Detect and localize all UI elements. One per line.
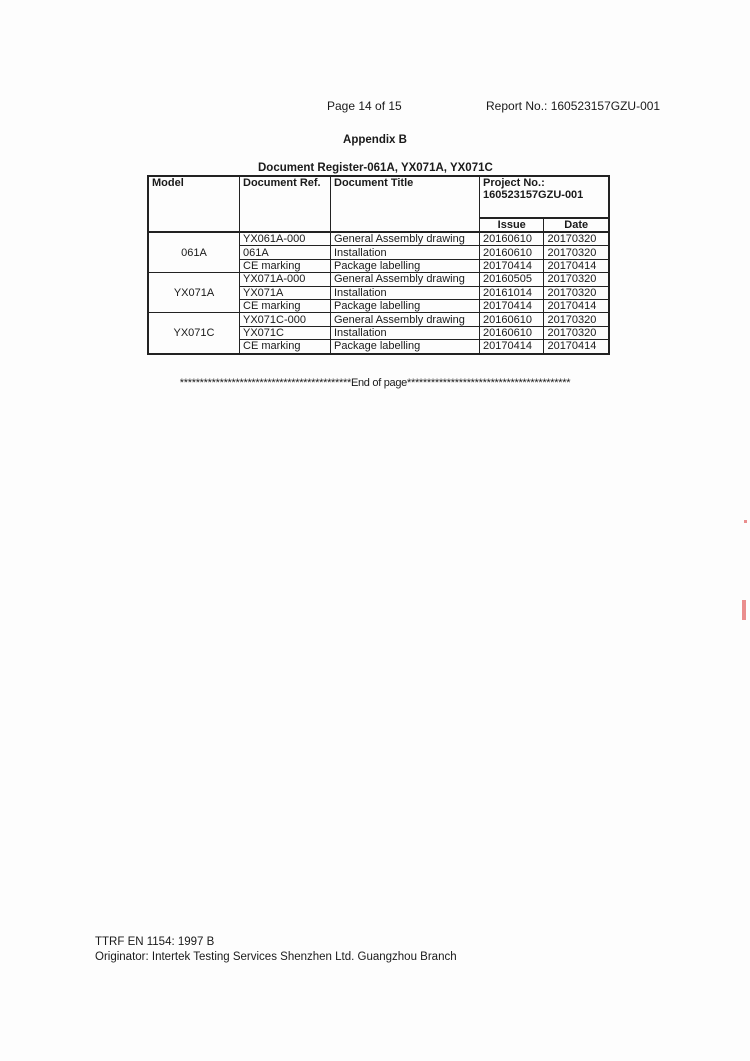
issue-cell: 20160505 xyxy=(480,273,544,286)
header-issue: Issue xyxy=(480,218,544,232)
scan-artifact xyxy=(744,520,747,523)
date-cell: 20170414 xyxy=(544,259,609,272)
header-model: Model xyxy=(148,176,240,232)
appendix-title: Appendix B xyxy=(343,134,407,146)
footer-form-code: TTRF EN 1154: 1997 B xyxy=(95,936,215,948)
doc-title-cell: General Assembly drawing xyxy=(331,273,480,286)
issue-cell: 20160610 xyxy=(480,326,544,339)
end-of-page: *******************************************End of page***************************************** xyxy=(179,377,571,389)
issue-cell: 20170414 xyxy=(480,299,544,312)
table-row xyxy=(148,313,609,326)
doc-title-cell: General Assembly drawing xyxy=(331,232,480,246)
doc-title-cell: General Assembly drawing xyxy=(331,313,480,326)
issue-cell: 20170414 xyxy=(480,340,544,354)
date-cell: 20170320 xyxy=(544,273,609,286)
doc-title-cell: Installation xyxy=(331,246,480,259)
doc-ref-cell: CE marking xyxy=(240,259,331,272)
doc-title-cell: Installation xyxy=(331,326,480,339)
doc-ref-cell: 061A xyxy=(240,246,331,259)
header-date: Date xyxy=(544,218,609,232)
doc-ref-cell: YX071C xyxy=(240,326,331,339)
footer-originator: Originator: Intertek Testing Services Shenzhen Ltd. Guangzhou Branch xyxy=(95,951,457,963)
doc-ref-cell: YX071A xyxy=(240,286,331,299)
doc-ref-cell: YX071C-000 xyxy=(240,313,331,326)
model-cell: 061A xyxy=(148,232,240,273)
issue-cell: 20170414 xyxy=(480,259,544,272)
doc-title-cell: Package labelling xyxy=(331,340,480,354)
date-cell: 20170320 xyxy=(544,232,609,246)
model-cell: YX071A xyxy=(148,273,240,313)
issue-cell: 20160610 xyxy=(480,232,544,246)
doc-title-cell: Package labelling xyxy=(331,259,480,272)
doc-title-cell: Installation xyxy=(331,286,480,299)
table-header-row xyxy=(148,176,609,218)
doc-ref-cell: YX061A-000 xyxy=(240,232,331,246)
table-row xyxy=(148,273,609,286)
issue-cell: 20160610 xyxy=(480,313,544,326)
scan-artifact xyxy=(742,600,746,620)
header-doc-ref: Document Ref. xyxy=(240,176,331,232)
doc-ref-cell: CE marking xyxy=(240,340,331,354)
register-title: Document Register-061A, YX071A, YX071C xyxy=(258,162,493,174)
date-cell: 20170320 xyxy=(544,286,609,299)
date-cell: 20170414 xyxy=(544,299,609,312)
document-register-table xyxy=(147,175,610,355)
date-cell: 20170320 xyxy=(544,246,609,259)
date-cell: 20170320 xyxy=(544,326,609,339)
footer xyxy=(95,935,457,965)
date-cell: 20170414 xyxy=(544,340,609,354)
header-project-no: Project No.: 160523157GZU-001 xyxy=(480,176,610,218)
issue-cell: 20161014 xyxy=(480,286,544,299)
header-doc-title: Document Title xyxy=(331,176,480,232)
page-number: Page 14 of 15 xyxy=(327,99,402,113)
model-cell: YX071C xyxy=(148,313,240,354)
doc-ref-cell: YX071A-000 xyxy=(240,273,331,286)
date-cell: 20170320 xyxy=(544,313,609,326)
doc-ref-cell: CE marking xyxy=(240,299,331,312)
table-row xyxy=(148,232,609,246)
report-number: Report No.: 160523157GZU-001 xyxy=(486,99,661,113)
doc-title-cell: Package labelling xyxy=(331,299,480,312)
issue-cell: 20160610 xyxy=(480,246,544,259)
